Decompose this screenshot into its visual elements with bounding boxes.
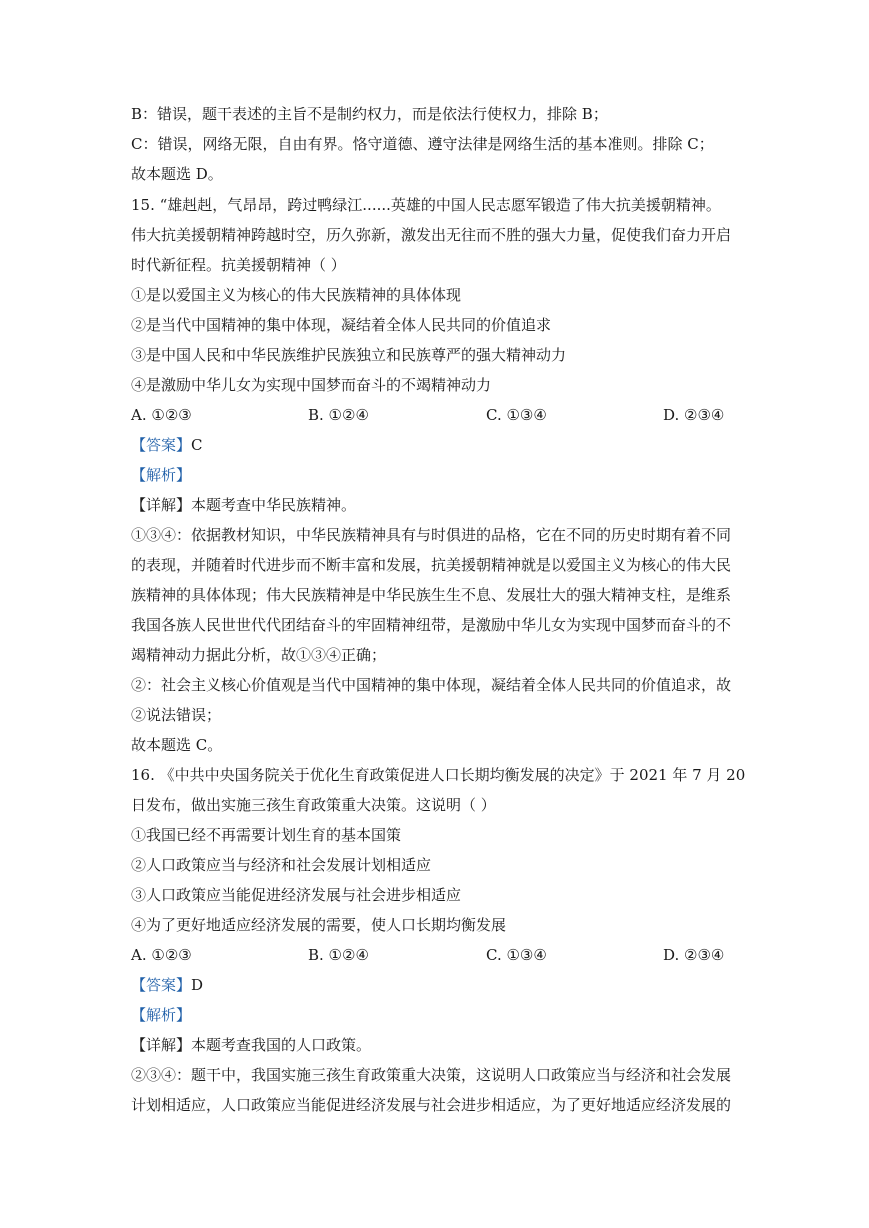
q15-explanation-line-5: 竭精神动力据此分析，故①③④正确； bbox=[131, 646, 387, 664]
q15-answer-value: C bbox=[191, 436, 203, 454]
q16-statement-4: ④为了更好地适应经济发展的需要，使人口长期均衡发展 bbox=[131, 916, 507, 934]
q16-answer-value: D bbox=[191, 976, 204, 994]
q16-answer-tag: 【答案】 bbox=[131, 976, 192, 994]
q15-explanation-line-3: 族精神的具体体现；伟大民族精神是中华民族生生不息、发展壮大的强大精神支柱，是维系 bbox=[131, 586, 732, 604]
q15-statement-2: ②是当代中国精神的集中体现，凝结着全体人民共同的价值追求 bbox=[131, 316, 552, 334]
q16-option-a: A. ①②③ bbox=[131, 946, 192, 964]
q15-answer-tag: 【答案】 bbox=[131, 436, 192, 454]
q15-statement-4: ④是激励中华儿女为实现中国梦而奋斗的不竭精神动力 bbox=[131, 376, 492, 394]
q15-option-c: C. ①③④ bbox=[486, 406, 547, 424]
q15-analysis-tag bbox=[131, 466, 191, 484]
q14-conclusion: 故本题选 D。 bbox=[131, 165, 223, 183]
q15-detail bbox=[131, 496, 356, 514]
q16-analysis-tag bbox=[131, 1006, 191, 1024]
q16-detail bbox=[131, 1036, 371, 1054]
q16-stem-line-2: 日发布，做出实施三孩生育政策重大决策。这说明（ ） bbox=[131, 796, 496, 814]
q16-stem-line-1: 16. 《中共中央国务院关于优化生育政策促进人口长期均衡发展的决定》于 2021 年 7 月 20 bbox=[131, 766, 746, 784]
q15-explanation-line-1: ①③④：依据教材知识，中华民族精神具有与时俱进的品格，它在不同的历史时期有着不同 bbox=[131, 526, 732, 544]
q15-explanation-line-2: 的表现，并随着时代进步而不断丰富和发展，抗美援朝精神就是以爱国主义为核心的伟大民 bbox=[131, 556, 732, 574]
q16-statement-3: ③人口政策应当能促进经济发展与社会进步相适应 bbox=[131, 886, 462, 904]
q15-stem-line-1: 15. “雄赳赳，气昂昂，跨过鸭绿江......英雄的中国人民志愿军锻造了伟大抗美援朝精神。 bbox=[131, 196, 721, 214]
q15-stem-line-2: 伟大抗美援朝精神跨越时空，历久弥新，激发出无往而不胜的强大力量，促使我们奋力开启 bbox=[131, 226, 732, 244]
q16-detail-text: 本题考查我国的人口政策。 bbox=[191, 1036, 372, 1054]
q14-option-b-explanation: B：错误，题干表述的主旨不是制约权力，而是依法行使权力，排除 B； bbox=[131, 105, 608, 123]
q16-explanation-line-2: 计划相适应，人口政策应当能促进经济发展与社会进步相适应，为了更好地适应经济发展的 bbox=[131, 1096, 732, 1114]
q15-explanation-line-6: ②：社会主义核心价值观是当代中国精神的集中体现，凝结着全体人民共同的价值追求，故 bbox=[131, 676, 732, 694]
q15-analysis-label: 【解析】 bbox=[131, 466, 192, 484]
q16-option-c: C. ①③④ bbox=[486, 946, 547, 964]
q15-option-d: D. ②③④ bbox=[663, 406, 725, 424]
q16-option-b: B. ①②④ bbox=[308, 946, 369, 964]
q14-option-c-explanation: C：错误，网络无限，自由有界。恪守道德、遵守法律是网络生活的基本准则。排除 C； bbox=[131, 135, 714, 153]
q15-detail-tag: 【详解】 bbox=[131, 496, 192, 514]
q15-explanation-line-7: ②说法错误； bbox=[131, 706, 222, 724]
q15-statement-1: ①是以爱国主义为核心的伟大民族精神的具体体现 bbox=[131, 286, 462, 304]
q15-option-b: B. ①②④ bbox=[308, 406, 369, 424]
q15-statement-3: ③是中国人民和中华民族维护民族独立和民族尊严的强大精神动力 bbox=[131, 346, 567, 364]
q15-explanation-line-4: 我国各族人民世世代代团结奋斗的牢固精神纽带，是激励中华儿女为实现中国梦而奋斗的不 bbox=[131, 616, 732, 634]
q15-answer bbox=[131, 436, 203, 454]
q15-detail-text: 本题考查中华民族精神。 bbox=[191, 496, 357, 514]
q16-statement-1: ①我国已经不再需要计划生育的基本国策 bbox=[131, 826, 402, 844]
q15-option-a: A. ①②③ bbox=[131, 406, 192, 424]
q16-option-d: D. ②③④ bbox=[663, 946, 725, 964]
q16-statement-2: ②人口政策应当与经济和社会发展计划相适应 bbox=[131, 856, 432, 874]
q15-conclusion: 故本题选 C。 bbox=[131, 736, 223, 754]
q16-explanation-line-1: ②③④：题干中，我国实施三孩生育政策重大决策，这说明人口政策应当与经济和社会发展 bbox=[131, 1066, 732, 1084]
q16-detail-tag: 【详解】 bbox=[131, 1036, 192, 1054]
q15-stem-line-3: 时代新征程。抗美援朝精神（ ） bbox=[131, 256, 346, 274]
q16-answer bbox=[131, 976, 203, 994]
q16-analysis-label: 【解析】 bbox=[131, 1006, 192, 1024]
